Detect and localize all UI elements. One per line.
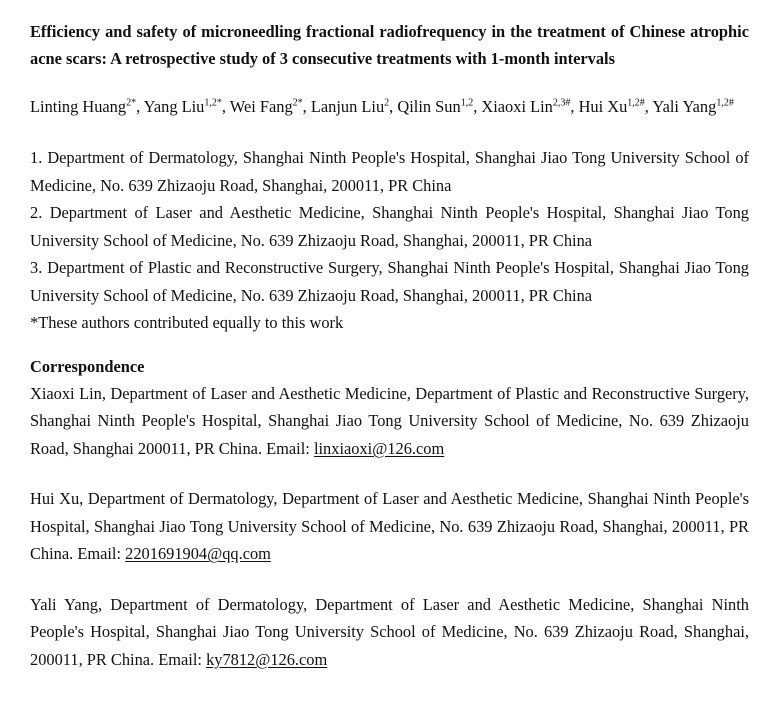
correspondence-entry-lin [30, 380, 749, 463]
author-name: Wei Fang [229, 97, 293, 116]
author-list: Linting Huang$^{2*}$, Yang Liu$^{1,2*}$, Wei Fang$^{2*}$, Lanjun Liu$^2$, Qilin Sun$^{1,2}$, Xiaoxi Lin$^{2,3\#}$, Hui $Xu^{1,2\#}$, Yali Yang$^{1,2\#}$ [30, 97, 734, 116]
author-name: Xiaoxi Lin [481, 97, 553, 116]
affiliation-1: 1. Department of Dermatology, Shanghai Ninth People's Hospital, Shanghai Jiao Tong University School of Medicine, No. 639 Zhizaoju Road, Shanghai, 200011, PR China [30, 148, 749, 195]
email-link-lin[interactable]: linxiaoxi@126.com [313, 438, 445, 458]
email-link-yang[interactable]: ky7812@126.com [206, 649, 328, 669]
author-affiliation-marker: 1,2 [460, 97, 474, 109]
correspondence-text: Xiaoxi Lin, Department of Laser and Aesthetic Medicine, Department of Plastic and Reconstructive Surgery, Shanghai Ninth People's Hospital, Shanghai Jiao Tong University School of Medicine, No. 639 Zhizaoju Road, Shanghai 200011, PR China. Email: [30, 383, 749, 458]
author-name: Linting Huang [30, 97, 127, 116]
correspondence-text: Yali Yang, Department of Dermatology, Department of Laser and Aesthetic Medicine, Shanghai Ninth People's Hospital, Shanghai Jiao Tong University School of Medicine, No. 639 Zhizaoju Road, Shanghai, 200011, PR China. Email: [30, 594, 749, 669]
author-name: Hui Xu [578, 97, 628, 116]
author-affiliation-marker: 2* [292, 97, 303, 109]
author-affiliation-marker: 1,2* [204, 97, 222, 109]
author-name: Qilin Sun [397, 97, 461, 116]
author-name: Lanjun Liu [310, 97, 385, 116]
affiliation-3: 3. Department of Plastic and Reconstructive Surgery, Shanghai Ninth People's Hospital, Shanghai Jiao Tong University School of Medicine, No. 639 Zhizaoju Road, Shanghai, 200011, PR China [30, 258, 749, 305]
author-affiliation-marker: 1,2# [716, 97, 734, 109]
correspondence-entry-xu [30, 485, 749, 568]
equal-contribution-note: *These authors contributed equally to this work [30, 313, 344, 332]
author-affiliation-marker: 2 [384, 97, 390, 109]
author-affiliation-marker: 1,2# [627, 97, 645, 109]
author-name: Yang Liu [143, 97, 205, 116]
correspondence-entry-yang [30, 591, 749, 674]
email-link-xu[interactable]: 2201691904@qq.com [125, 544, 271, 563]
author-name: Yali Yang [652, 97, 717, 116]
correspondence-heading: Correspondence [30, 356, 145, 376]
paper-title: Efficiency and safety of microneedling fractional radiofrequency in the treatment of Chinese atrophic acne scars: A retrospective study of 3 consecutive treatments with 1-month intervals [30, 22, 749, 68]
author-affiliation-marker: 2,3# [552, 97, 571, 109]
affiliation-list [30, 144, 749, 337]
author-affiliation-marker: 2* [126, 97, 137, 109]
affiliation-2: 2. Department of Laser and Aesthetic Medicine, Shanghai Ninth People's Hospital, Shanghai Jiao Tong University School of Medicine, No. 639 Zhizaoju Road, Shanghai, 200011, PR China [30, 203, 749, 250]
correspondence-text: Hui Xu, Department of Dermatology, Department of Laser and Aesthetic Medicine, Shanghai Ninth People's Hospital, Shanghai Jiao Tong University School of Medicine, No. 639 Zhizaoju Road, Shanghai, 200011, PR China. Email: [30, 489, 749, 563]
